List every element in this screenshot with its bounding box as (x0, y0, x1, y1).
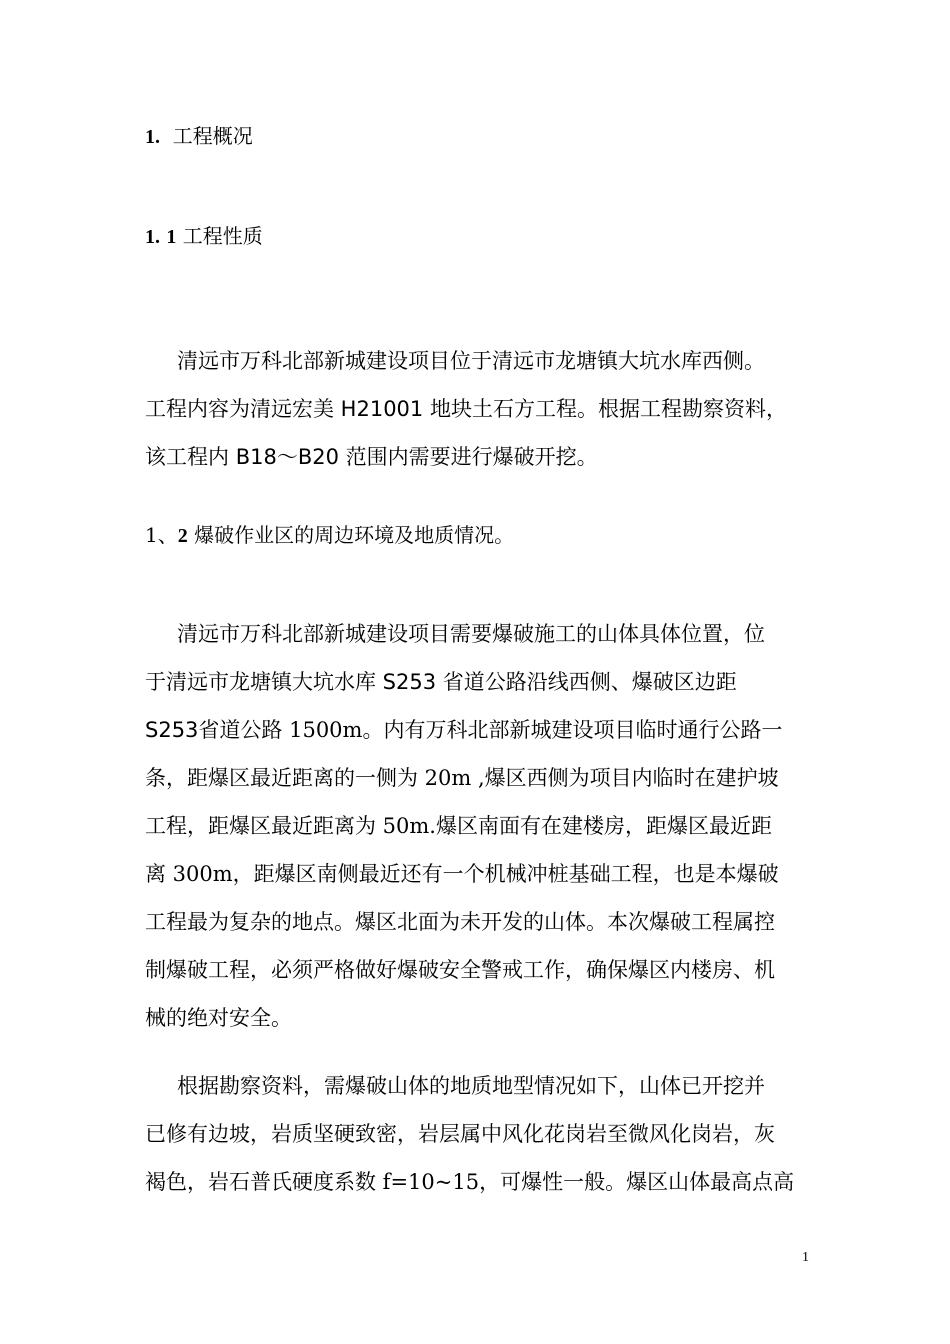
text-run: 清远市万科北部新城建设项目位于清远市 (177, 349, 555, 373)
paragraph-line (145, 337, 805, 385)
heading-text: 工程性质 (182, 224, 263, 248)
paragraph-line (145, 994, 805, 1042)
text-run: 根据 (177, 1074, 219, 1098)
text-run-sans: 龙塘镇大坑水库西侧 (555, 349, 744, 373)
paragraph-line (145, 850, 805, 898)
paragraph-surroundings (145, 610, 805, 1042)
paragraph-line (145, 946, 805, 994)
paragraph-line (145, 1158, 805, 1206)
heading-separator: . (155, 226, 160, 248)
paragraph-line (145, 658, 805, 706)
text-run: 。 (744, 349, 765, 373)
text-run: 于清远市 (145, 670, 229, 694)
heading-text: 爆破作业区的周边环境及地质情况。 (194, 523, 515, 547)
text-run: 资料， (723, 397, 787, 421)
heading-number: 1 (145, 226, 155, 248)
paragraph-line (145, 433, 805, 481)
text-run: 该工程内 (145, 445, 236, 469)
heading-subnumber: 2 (177, 525, 188, 547)
text-run-sans: B18～B20 (235, 445, 339, 469)
text-run-sans: 勘察 (219, 1074, 261, 1098)
heading-text: 工程概况 (172, 124, 253, 148)
text-run: 工程，距爆区最近距离为 50m.爆区南面有在建楼房，距爆区最近距 (145, 814, 772, 838)
text-run: 清远市万科北部新城建设项目需要爆破施工的山体具体位置，位 (177, 622, 765, 646)
paragraph-line (145, 706, 805, 754)
paragraph-geology (145, 1062, 805, 1206)
paragraph-line (145, 610, 805, 658)
heading-surroundings (145, 521, 514, 550)
text-run: 离 300m，距爆区南侧最近还有一个机械冲桩基础工程，也是本爆破 (145, 862, 779, 886)
text-run: 褐色，岩石普氏硬度系数 f=10~15，可爆性一般。爆区山体最高点高 (145, 1170, 795, 1194)
paragraph-line (145, 1110, 805, 1158)
paragraph-line (145, 898, 805, 946)
heading-subnumber: 1 (166, 226, 177, 248)
text-run: 制爆破工程，必须严格做好爆破安全警戒工作，确保爆区内楼房、机 (145, 958, 775, 982)
paragraph-project-nature (145, 337, 805, 481)
text-run: 土石方工程。根据工程 (471, 397, 682, 421)
paragraph-line (145, 385, 805, 433)
text-run: 范围内需要进行爆破开挖。 (338, 445, 598, 469)
text-run: 路沿线西侧、爆破区边距 (505, 670, 737, 694)
text-run-sans: 龙塘镇大坑水库 S253 省道公 (229, 670, 506, 694)
page-number: 1 (802, 1250, 809, 1265)
text-run: 工程最为复杂的地点。爆区北面为未开发的山体。本次爆破工程属控 (145, 910, 775, 934)
text-run: 条，距爆区最近距离的一侧为 20m ,爆区西侧为项目内临时在建护坡 (145, 766, 779, 790)
heading-separator: . (155, 126, 160, 148)
heading-number: 1、 (145, 523, 178, 547)
paragraph-line (145, 754, 805, 802)
paragraph-line (145, 1062, 805, 1110)
heading-project-overview (145, 122, 253, 151)
text-run-sans: S253省道公 (145, 718, 262, 742)
text-run: 已修有边坡，岩质坚硬致密，岩层属中风化花岗岩至微风化岗岩，灰 (145, 1122, 775, 1146)
heading-number: 1 (145, 126, 155, 148)
text-run: 路 1500m。内有万科北部新城建设项目临时通行公路一 (261, 718, 783, 742)
text-run-sans: 勘察 (681, 397, 724, 421)
text-run: 工程内容为 (145, 397, 250, 421)
text-run: 资料，需爆破山体的地质地型情况如下，山体已开挖并 (261, 1074, 765, 1098)
text-run-sans: 清远宏美 H21001 地块 (250, 397, 472, 421)
paragraph-line (145, 802, 805, 850)
text-run: 械的绝对安全。 (145, 1006, 292, 1030)
heading-project-nature (145, 222, 263, 251)
